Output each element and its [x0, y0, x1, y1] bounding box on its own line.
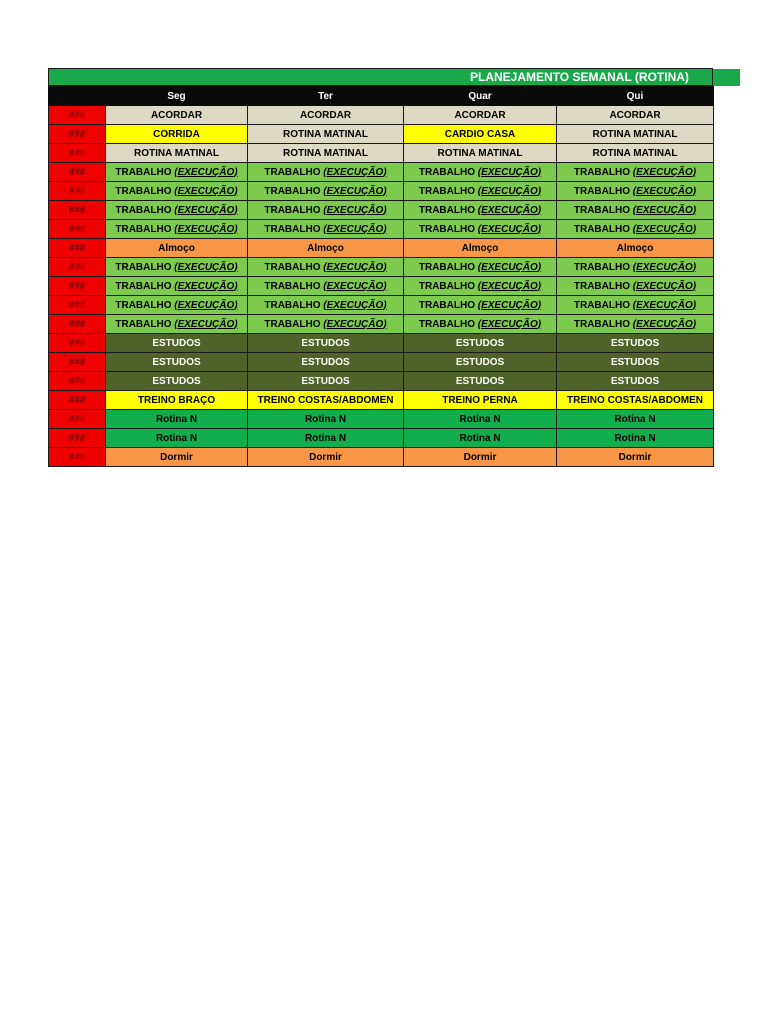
activity-cell[interactable]	[106, 258, 248, 277]
activity-label: TRABALHO	[264, 299, 321, 311]
activity-label: TRABALHO	[418, 204, 475, 216]
activity-label: Dormir	[160, 451, 193, 463]
schedule-row	[49, 391, 714, 410]
activity-suffix: (EXECUÇÃO)	[632, 318, 697, 330]
activity-cell[interactable]	[557, 296, 714, 315]
activity-cell[interactable]	[557, 201, 714, 220]
activity-label: TRABALHO	[418, 185, 475, 197]
activity-cell[interactable]	[404, 163, 557, 182]
activity-cell[interactable]	[557, 106, 714, 125]
activity-label: Rotina N	[459, 432, 501, 444]
activity-suffix: (EXECUÇÃO)	[632, 204, 697, 216]
activity-cell[interactable]	[404, 353, 557, 372]
activity-suffix: (EXECUÇÃO)	[632, 299, 697, 311]
activity-cell[interactable]	[106, 429, 248, 448]
activity-suffix: (EXECUÇÃO)	[477, 204, 542, 216]
time-cell[interactable]: ###	[49, 201, 106, 220]
activity-suffix: (EXECUÇÃO)	[174, 223, 238, 235]
schedule-row	[49, 277, 714, 296]
activity-label: ROTINA MATINAL	[592, 128, 678, 140]
schedule-row	[49, 315, 714, 334]
activity-label: TRABALHO	[115, 318, 172, 330]
activity-cell[interactable]	[404, 315, 557, 334]
activity-label: TRABALHO	[264, 166, 321, 178]
activity-cell[interactable]	[248, 201, 404, 220]
activity-cell[interactable]	[248, 239, 404, 258]
header-day-seg[interactable]: Seg	[106, 87, 248, 106]
activity-cell[interactable]	[557, 277, 714, 296]
schedule-row	[49, 296, 714, 315]
schedule-row	[49, 106, 714, 125]
schedule-row	[49, 220, 714, 239]
activity-cell[interactable]	[106, 334, 248, 353]
schedule-row	[49, 410, 714, 429]
activity-label: TREINO PERNA	[442, 394, 518, 406]
activity-suffix: (EXECUÇÃO)	[323, 261, 387, 273]
activity-label: TRABALHO	[264, 261, 321, 273]
activity-label: Rotina N	[459, 413, 501, 425]
activity-cell[interactable]	[404, 429, 557, 448]
activity-cell[interactable]	[106, 201, 248, 220]
schedule-row	[49, 334, 714, 353]
activity-cell[interactable]	[248, 448, 404, 467]
time-cell[interactable]: ###	[49, 220, 106, 239]
activity-label: ACORDAR	[299, 109, 352, 121]
activity-label: TREINO BRAÇO	[137, 394, 216, 406]
activity-label: Almoço	[307, 242, 344, 254]
activity-label: TREINO COSTAS/ABDOMEN	[567, 394, 703, 406]
activity-suffix: (EXECUÇÃO)	[174, 261, 238, 273]
schedule-row	[49, 429, 714, 448]
activity-cell[interactable]	[404, 239, 557, 258]
activity-label: TRABALHO	[264, 204, 321, 216]
activity-cell[interactable]	[106, 144, 248, 163]
activity-suffix: (EXECUÇÃO)	[477, 223, 542, 235]
activity-suffix: (EXECUÇÃO)	[477, 261, 542, 273]
activity-cell[interactable]	[557, 429, 714, 448]
activity-label: TRABALHO	[573, 166, 630, 178]
activity-label: ROTINA MATINAL	[283, 147, 368, 159]
activity-label: TRABALHO	[264, 318, 321, 330]
activity-suffix: (EXECUÇÃO)	[323, 280, 387, 292]
activity-label: TRABALHO	[418, 166, 475, 178]
activity-cell[interactable]	[248, 372, 404, 391]
activity-cell[interactable]	[106, 315, 248, 334]
activity-cell[interactable]	[557, 258, 714, 277]
time-cell[interactable]: ###	[49, 315, 106, 334]
activity-suffix: (EXECUÇÃO)	[323, 223, 387, 235]
activity-cell[interactable]	[106, 125, 248, 144]
activity-label: ESTUDOS	[301, 375, 350, 387]
activity-label: TRABALHO	[573, 318, 630, 330]
activity-label: TRABALHO	[115, 204, 172, 216]
time-cell[interactable]: ###	[49, 429, 106, 448]
activity-cell[interactable]	[248, 391, 404, 410]
activity-label: Rotina N	[155, 413, 198, 425]
time-cell[interactable]: ###	[49, 296, 106, 315]
schedule-row	[49, 125, 714, 144]
activity-cell[interactable]	[106, 163, 248, 182]
activity-cell[interactable]	[557, 391, 714, 410]
activity-label: TRABALHO	[418, 280, 475, 292]
activity-suffix: (EXECUÇÃO)	[632, 261, 697, 273]
activity-cell[interactable]	[248, 429, 404, 448]
schedule-table	[48, 86, 714, 467]
time-cell[interactable]: ###	[49, 448, 106, 467]
activity-cell[interactable]	[404, 410, 557, 429]
activity-suffix: (EXECUÇÃO)	[323, 204, 387, 216]
activity-cell[interactable]	[248, 277, 404, 296]
activity-cell[interactable]	[557, 410, 714, 429]
activity-label: TRABALHO	[264, 223, 321, 235]
activity-cell[interactable]	[557, 315, 714, 334]
activity-label: ACORDAR	[150, 109, 203, 121]
activity-cell[interactable]	[404, 106, 557, 125]
header-day-ter[interactable]: Ter	[248, 87, 404, 106]
activity-suffix: (EXECUÇÃO)	[174, 185, 238, 197]
activity-label: ESTUDOS	[152, 356, 201, 368]
activity-label: ROTINA MATINAL	[592, 147, 678, 159]
activity-label: Dormir	[618, 451, 652, 463]
activity-label: TRABALHO	[573, 204, 630, 216]
activity-label: TRABALHO	[264, 280, 321, 292]
activity-label: ESTUDOS	[455, 337, 505, 349]
activity-suffix: (EXECUÇÃO)	[632, 280, 697, 292]
activity-cell[interactable]	[106, 391, 248, 410]
activity-cell[interactable]	[248, 315, 404, 334]
schedule-row	[49, 258, 714, 277]
activity-cell[interactable]	[404, 391, 557, 410]
activity-cell[interactable]	[404, 448, 557, 467]
activity-label: TRABALHO	[573, 223, 630, 235]
header-time-cell[interactable]	[49, 87, 106, 106]
activity-cell[interactable]	[557, 334, 714, 353]
time-cell[interactable]: ###	[49, 258, 106, 277]
activity-label: TRABALHO	[573, 185, 630, 197]
time-cell[interactable]: ###	[49, 410, 106, 429]
activity-label: TRABALHO	[418, 223, 475, 235]
time-cell[interactable]: ###	[49, 182, 106, 201]
schedule-row	[49, 353, 714, 372]
activity-label: ESTUDOS	[455, 375, 505, 387]
activity-cell[interactable]	[404, 296, 557, 315]
time-cell[interactable]: ###	[49, 277, 106, 296]
activity-label: TRABALHO	[573, 299, 630, 311]
activity-label: ESTUDOS	[455, 356, 505, 368]
time-cell[interactable]: ###	[49, 125, 106, 144]
activity-label: TRABALHO	[115, 223, 172, 235]
time-cell[interactable]: ###	[49, 353, 106, 372]
activity-cell[interactable]	[404, 334, 557, 353]
schedule-row	[49, 182, 714, 201]
schedule-row	[49, 163, 714, 182]
activity-label: ESTUDOS	[610, 375, 660, 387]
activity-label: ESTUDOS	[152, 337, 201, 349]
activity-cell[interactable]	[557, 353, 714, 372]
activity-label: Almoço	[461, 242, 499, 254]
activity-suffix: (EXECUÇÃO)	[477, 166, 542, 178]
activity-suffix: (EXECUÇÃO)	[323, 166, 387, 178]
activity-label: CARDIO CASA	[444, 128, 516, 140]
activity-label: TRABALHO	[418, 261, 475, 273]
activity-cell[interactable]	[106, 296, 248, 315]
activity-cell[interactable]	[106, 220, 248, 239]
activity-cell[interactable]	[106, 239, 248, 258]
header-day-qui[interactable]: Qui	[557, 87, 714, 106]
activity-label: TRABALHO	[573, 261, 630, 273]
activity-cell[interactable]	[248, 353, 404, 372]
activity-cell[interactable]	[248, 220, 404, 239]
activity-cell[interactable]	[248, 106, 404, 125]
activity-label: ROTINA MATINAL	[283, 128, 368, 140]
time-cell[interactable]: ###	[49, 391, 106, 410]
activity-cell[interactable]	[404, 220, 557, 239]
activity-cell[interactable]	[106, 410, 248, 429]
schedule-row	[49, 448, 714, 467]
activity-label: ESTUDOS	[610, 337, 660, 349]
activity-label: Dormir	[309, 451, 342, 463]
header-row	[49, 87, 714, 106]
activity-cell[interactable]	[557, 163, 714, 182]
activity-label: TRABALHO	[573, 280, 630, 292]
activity-cell[interactable]	[248, 144, 404, 163]
time-cell[interactable]: ###	[49, 106, 106, 125]
activity-label: ESTUDOS	[301, 337, 350, 349]
activity-cell[interactable]	[557, 372, 714, 391]
activity-suffix: (EXECUÇÃO)	[323, 299, 387, 311]
activity-label: TREINO COSTAS/ABDOMEN	[257, 394, 394, 406]
activity-label: TRABALHO	[115, 261, 172, 273]
schedule-row	[49, 239, 714, 258]
schedule-row	[49, 144, 714, 163]
activity-cell[interactable]	[106, 353, 248, 372]
time-cell[interactable]: ###	[49, 163, 106, 182]
activity-suffix: (EXECUÇÃO)	[174, 166, 238, 178]
activity-label: TRABALHO	[115, 280, 172, 292]
activity-cell[interactable]	[404, 258, 557, 277]
schedule-row	[49, 201, 714, 220]
activity-cell[interactable]	[404, 277, 557, 296]
activity-suffix: (EXECUÇÃO)	[477, 280, 542, 292]
activity-cell[interactable]	[106, 277, 248, 296]
activity-suffix: (EXECUÇÃO)	[174, 280, 238, 292]
activity-suffix: (EXECUÇÃO)	[477, 299, 542, 311]
time-cell[interactable]: ###	[49, 334, 106, 353]
activity-cell[interactable]	[404, 125, 557, 144]
activity-label: TRABALHO	[115, 299, 172, 311]
activity-cell[interactable]	[404, 182, 557, 201]
activity-suffix: (EXECUÇÃO)	[477, 185, 542, 197]
activity-cell[interactable]	[248, 334, 404, 353]
title-bar-extension	[713, 69, 740, 86]
time-cell[interactable]: ###	[49, 372, 106, 391]
activity-suffix: (EXECUÇÃO)	[477, 318, 542, 330]
activity-cell[interactable]	[248, 296, 404, 315]
activity-label: ACORDAR	[454, 109, 506, 121]
sheet-title: PLANEJAMENTO SEMANAL (ROTINA)	[470, 70, 689, 84]
activity-label: Almoço	[616, 242, 654, 254]
activity-label: ESTUDOS	[301, 356, 350, 368]
activity-label: Rotina N	[614, 432, 656, 444]
activity-label: Rotina N	[155, 432, 198, 444]
activity-label: TRABALHO	[418, 318, 475, 330]
activity-suffix: (EXECUÇÃO)	[632, 185, 697, 197]
activity-cell[interactable]	[106, 448, 248, 467]
activity-label: ESTUDOS	[152, 375, 201, 387]
activity-cell[interactable]	[248, 182, 404, 201]
activity-label: Almoço	[158, 242, 195, 254]
activity-suffix: (EXECUÇÃO)	[632, 223, 697, 235]
schedule-body	[49, 106, 714, 467]
time-cell[interactable]: ###	[49, 239, 106, 258]
activity-cell[interactable]	[248, 163, 404, 182]
activity-label: ACORDAR	[609, 109, 661, 121]
activity-cell[interactable]	[248, 258, 404, 277]
activity-suffix: (EXECUÇÃO)	[323, 318, 387, 330]
activity-suffix: (EXECUÇÃO)	[632, 166, 697, 178]
activity-cell[interactable]	[248, 125, 404, 144]
activity-suffix: (EXECUÇÃO)	[174, 204, 238, 216]
activity-cell[interactable]	[557, 239, 714, 258]
activity-label: TRABALHO	[115, 166, 172, 178]
activity-label: Rotina N	[304, 413, 347, 425]
activity-cell[interactable]	[557, 448, 714, 467]
activity-suffix: (EXECUÇÃO)	[174, 299, 238, 311]
activity-label: ROTINA MATINAL	[437, 147, 523, 159]
activity-cell[interactable]	[106, 106, 248, 125]
header-day-quar[interactable]: Quar	[404, 87, 557, 106]
activity-label: TRABALHO	[418, 299, 475, 311]
activity-suffix: (EXECUÇÃO)	[323, 185, 387, 197]
activity-suffix: (EXECUÇÃO)	[174, 318, 238, 330]
activity-cell[interactable]	[106, 372, 248, 391]
activity-label: CORRIDA	[153, 128, 200, 140]
time-cell[interactable]: ###	[49, 144, 106, 163]
activity-cell[interactable]	[557, 144, 714, 163]
activity-label: Rotina N	[304, 432, 347, 444]
activity-label: TRABALHO	[115, 185, 172, 197]
activity-label: ESTUDOS	[610, 356, 660, 368]
activity-label: TRABALHO	[264, 185, 321, 197]
activity-cell[interactable]	[557, 182, 714, 201]
activity-cell[interactable]	[248, 410, 404, 429]
activity-cell[interactable]	[557, 220, 714, 239]
activity-cell[interactable]	[404, 201, 557, 220]
activity-label: ROTINA MATINAL	[134, 147, 219, 159]
activity-cell[interactable]	[557, 125, 714, 144]
activity-cell[interactable]	[404, 144, 557, 163]
schedule-row	[49, 372, 714, 391]
activity-cell[interactable]	[404, 372, 557, 391]
activity-label: Dormir	[463, 451, 497, 463]
activity-cell[interactable]	[106, 182, 248, 201]
activity-label: Rotina N	[614, 413, 656, 425]
